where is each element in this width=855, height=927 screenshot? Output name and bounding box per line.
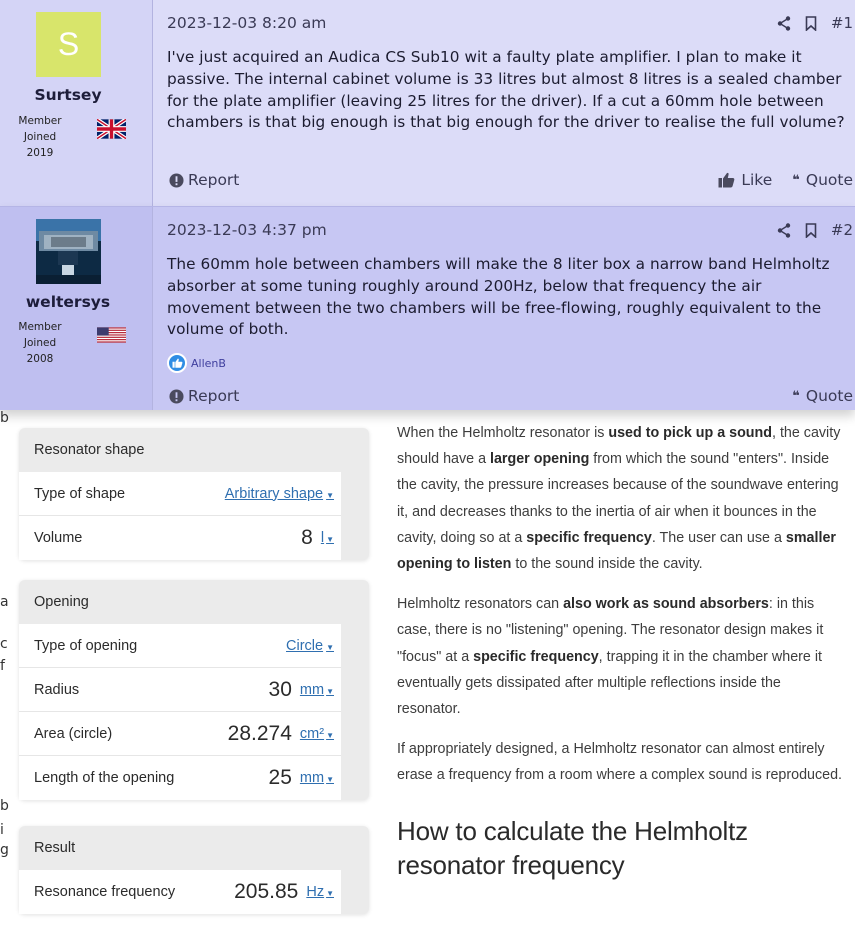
clipped-letter: i <box>0 822 4 838</box>
like-label: Like <box>741 171 773 189</box>
clipped-letter: f <box>0 658 5 674</box>
volume-input[interactable]: 8 <box>301 526 313 549</box>
post-number[interactable]: #1 <box>830 14 853 32</box>
caret-down-icon: ▼ <box>326 730 334 740</box>
bold-text: smaller opening to listen <box>397 529 836 573</box>
text-run: from which the sound "enters". Inside the cavity, the pressure increases because of the soundwave entering it, and decreases thanks to the inertia of air when it bounces in the cavity, doing so at a <box>397 451 839 546</box>
share-icon[interactable] <box>777 16 791 31</box>
text-run: , the cavity should have a <box>397 425 841 468</box>
post-tools <box>777 14 853 32</box>
quote-icon: ❝ <box>792 172 800 188</box>
alert-icon <box>169 389 184 404</box>
post-content <box>153 0 855 206</box>
report-link[interactable] <box>169 387 239 405</box>
caret-down-icon: ▼ <box>326 775 334 784</box>
post-tools <box>777 221 853 239</box>
caret-down-icon: ▼ <box>326 490 334 500</box>
frequency-output[interactable]: 205.85 <box>234 880 299 903</box>
caret-down-icon: ▼ <box>326 889 334 898</box>
text-run: , trapping it in the chamber where it eventually gets dissipated after multiple reflections inside the resonator. <box>397 648 822 718</box>
paragraph <box>397 591 847 722</box>
unit-value: mm <box>299 681 325 698</box>
text-run: to the sound inside the cavity. <box>511 556 703 573</box>
bold-text: used to pick up a sound <box>608 425 773 441</box>
post-body: The 60mm hole between chambers will make the 8 liter box a narrow band Helmholtz absorber at some tuning roughly around 200Hz, below that frequency the air movement between the two chambers will be free-flowing, roughly equivalent to the volume of both. <box>167 255 830 339</box>
paragraph: If appropriately designed, a Helmholtz resonator can almost entirely erase a frequency from a room where a complex sound is reproduced. <box>397 741 843 784</box>
user-info-panel <box>0 0 153 206</box>
length-unit-select[interactable] <box>300 770 334 786</box>
report-label: Report <box>188 171 240 189</box>
paragraph <box>397 420 847 577</box>
text-run: . The user can use a <box>651 529 786 546</box>
quote-button[interactable] <box>792 387 853 405</box>
post-content <box>153 207 855 410</box>
reaction-summary[interactable] <box>167 353 226 373</box>
quote-label: Quote <box>805 387 853 405</box>
alert-icon <box>169 173 184 188</box>
volume-row <box>19 516 341 560</box>
area-row <box>19 712 341 756</box>
report-label: Report <box>188 387 240 405</box>
text-run: When the Helmholtz resonator is <box>397 425 609 441</box>
section-title: Opening <box>34 594 89 610</box>
user-role: Member <box>18 115 62 127</box>
user-role: Member <box>18 321 62 333</box>
area-unit-select[interactable] <box>300 726 334 742</box>
like-button[interactable] <box>718 171 772 189</box>
quote-button[interactable] <box>792 171 853 189</box>
unit-value: l <box>320 530 325 546</box>
user-joined: Joined 2008 <box>23 337 57 365</box>
post-date[interactable]: 2023-12-03 8:20 am <box>167 14 327 32</box>
row-label: Length of the opening <box>34 770 175 786</box>
clipped-letter: b <box>0 798 9 814</box>
row-label: Type of opening <box>34 637 138 654</box>
caret-down-icon: ▼ <box>326 535 334 544</box>
post-date[interactable]: 2023-12-03 4:37 pm <box>167 221 327 239</box>
opening-type-select[interactable] <box>286 638 334 654</box>
bold-text: specific frequency <box>526 529 652 546</box>
post-actions <box>718 171 853 189</box>
frequency-row <box>19 870 341 914</box>
uk-flag-icon <box>97 119 126 139</box>
section-heading: How to calculate the Helmholtz resonator frequency <box>397 815 748 880</box>
post-body: I've just acquired an Audica CS Sub10 wit a faulty plate amplifier. I plan to make it passive. The internal cabinet volume is 33 litres but almost 8 litres is a sealed chamber for the plate amplifier (leaving 25 litres for the driver). If a cut a 60mm hole between chambers is that big enough is that big enough for the driver to realise the full volume? <box>167 48 845 132</box>
row-label: Type of shape <box>34 485 126 502</box>
shape-type-select[interactable] <box>225 486 334 502</box>
clipped-letter: g <box>0 842 9 858</box>
unit-value: cm² <box>299 725 325 742</box>
reaction-user[interactable]: AllenB <box>191 356 226 370</box>
caret-down-icon: ▼ <box>326 686 334 696</box>
quote-icon: ❝ <box>792 388 800 404</box>
clipped-letter: a <box>0 594 9 610</box>
report-link[interactable] <box>169 171 239 189</box>
bold-text: also work as sound absorbers <box>563 596 769 613</box>
us-flag-icon <box>97 325 126 345</box>
frequency-unit-select[interactable] <box>306 884 334 900</box>
radius-row <box>19 668 341 712</box>
opening-section <box>19 580 369 800</box>
area-input[interactable]: 28.274 <box>227 721 292 745</box>
quote-label: Quote <box>805 171 853 189</box>
forum-post-1 <box>0 0 855 206</box>
opening-type-row <box>19 624 341 668</box>
section-title: Result <box>34 840 76 856</box>
bookmark-icon[interactable] <box>805 16 817 31</box>
username[interactable]: weltersys <box>25 293 111 311</box>
clipped-letter: c <box>0 636 8 652</box>
radius-input[interactable]: 30 <box>268 677 292 701</box>
clipped-letter: b <box>0 410 9 426</box>
post-number[interactable]: #2 <box>830 221 853 239</box>
username[interactable]: Surtsey <box>34 86 102 104</box>
article-text <box>397 420 847 882</box>
bookmark-icon[interactable] <box>805 223 817 238</box>
row-label: Area (circle) <box>34 725 113 742</box>
volume-unit-select[interactable] <box>321 530 334 546</box>
select-value: Arbitrary shape <box>224 485 324 502</box>
user-joined: Joined 2019 <box>23 131 57 159</box>
thumbs-up-icon <box>718 172 735 188</box>
post-actions <box>792 387 853 405</box>
text-run: : in this case, there is no "listening" opening. The resonator design makes it "focus" at a <box>397 596 824 665</box>
shape-type-row <box>19 472 341 516</box>
clipped-left-column <box>0 410 9 927</box>
caret-down-icon: ▼ <box>326 642 334 652</box>
result-section <box>19 826 369 914</box>
user-info-panel <box>0 207 153 410</box>
text-run: Helmholtz resonators can <box>397 596 564 613</box>
unit-value: Hz <box>306 884 325 900</box>
forum-post-2 <box>0 206 855 410</box>
avatar[interactable] <box>36 219 101 284</box>
radius-unit-select[interactable] <box>300 682 334 698</box>
avatar[interactable]: S <box>36 12 101 77</box>
length-input[interactable]: 25 <box>268 766 292 789</box>
select-value: Circle <box>286 637 324 654</box>
bold-text: specific frequency <box>473 648 599 665</box>
resonator-shape-section <box>19 428 369 560</box>
row-label: Resonance frequency <box>34 884 176 900</box>
row-label: Radius <box>34 681 80 698</box>
row-label: Volume <box>34 530 83 546</box>
section-title: Resonator shape <box>34 442 145 458</box>
share-icon[interactable] <box>777 223 791 238</box>
calculator-page <box>0 410 855 927</box>
unit-value: mm <box>299 770 325 786</box>
like-reaction-icon <box>167 353 187 373</box>
length-row <box>19 756 341 800</box>
bold-text: larger opening <box>490 451 590 468</box>
